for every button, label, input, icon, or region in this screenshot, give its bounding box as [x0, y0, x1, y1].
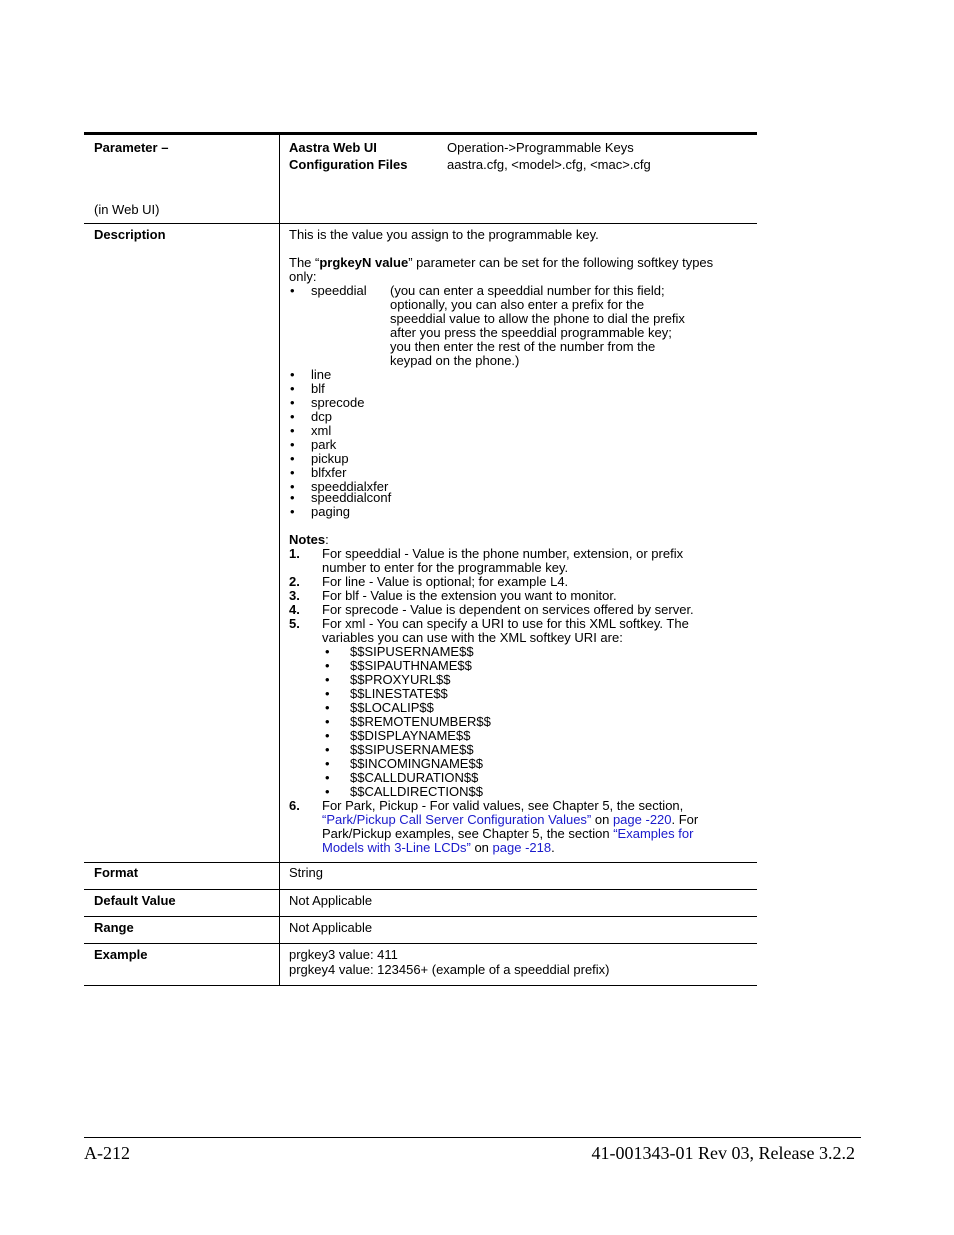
xml-variable-list: [289, 645, 749, 799]
list-item: • paging: [289, 505, 749, 519]
parameter-label-sub: (in Web UI): [94, 202, 160, 217]
parameter-label-cell: [84, 135, 280, 223]
page-220-link[interactable]: page -220: [612, 812, 672, 827]
format-label-cell: [84, 863, 280, 889]
parameter-table: [84, 132, 757, 986]
prgkey-value-term: prgkeyN value: [319, 255, 409, 270]
document-revision: 41-001343-01 Rev 03, Release 3.2.2: [591, 1143, 855, 1163]
list-item: • line: [289, 368, 749, 382]
config-files-label: Configuration Files: [289, 157, 408, 172]
softkey-type-list: [289, 368, 749, 519]
list-item: • $$LOCALIP$$: [289, 701, 749, 715]
format-value: String: [289, 865, 323, 880]
description-value-cell: [280, 224, 757, 862]
list-item: • blf: [289, 382, 749, 396]
description-row: [84, 224, 757, 863]
speeddial-item: • speeddial (you can enter a speeddial number for this field; optionally, you can also enter a prefix for the speeddial value to allow the phone to dial the prefix after you press the speeddial programmable key; you then enter the rest of the number from the keypad on the phone.): [290, 283, 685, 368]
description-paragraph: The “prgkeyN value” parameter can be set for the following softkey types only:: [289, 255, 714, 284]
example-line-1: prgkey3 value: 411: [289, 947, 398, 962]
notes-list: [289, 547, 729, 645]
web-ui-value: Operation->Programmable Keys: [447, 140, 634, 155]
footer-rule: [84, 1137, 861, 1138]
list-item: • park: [289, 438, 749, 452]
example-label-cell: [84, 944, 280, 985]
list-item: • $$INCOMINGNAME$$: [289, 757, 749, 771]
config-files-value: aastra.cfg, <model>.cfg, <mac>.cfg: [447, 157, 651, 172]
example-label: Example: [94, 947, 148, 962]
default-value-value: Not Applicable: [289, 893, 373, 908]
example-value-cell: [280, 944, 757, 985]
list-item: • $$LINESTATE$$: [289, 687, 749, 701]
note-item: 3. For blf - Value is the extension you want to monitor.: [289, 588, 617, 603]
list-item: • $$PROXYURL$$: [289, 673, 749, 687]
list-item: • $$SIPAUTHNAME$$: [289, 659, 749, 673]
list-item: • pickup: [289, 452, 749, 466]
default-value-label: Default Value: [94, 893, 176, 908]
description-label-cell: [84, 224, 280, 862]
web-ui-label: Aastra Web UI: [289, 140, 377, 155]
list-item: • $$REMOTENUMBER$$: [289, 715, 749, 729]
speeddial-name: speeddial: [311, 283, 367, 298]
format-label: Format: [94, 865, 139, 880]
note-item: 2. For line - Value is optional; for example L4.: [289, 574, 569, 589]
format-row: [84, 863, 757, 890]
list-item: • $$DISPLAYNAME$$: [289, 729, 749, 743]
default-value-cell: [280, 890, 757, 916]
list-item: • xml: [289, 424, 749, 438]
note-item-6: 6. For Park, Pickup - For valid values, see Chapter 5, the section, “Park/Pickup Call Server Configuration Values” on page -220. For Park/Pickup examples, see Chapter 5, the section “Examples for Models with 3-Line LCDs” on page -218.: [289, 798, 699, 855]
format-value-cell: [280, 863, 757, 889]
range-label: Range: [94, 920, 134, 935]
parameter-row: [84, 135, 757, 224]
note-item: 1. For speeddial - Value is the phone number, extension, or prefix number to enter for the programmable key.: [289, 546, 684, 575]
list-item: • $$CALLDURATION$$: [289, 771, 749, 785]
note-item: 5. For xml - You can specify a URI to use for this XML softkey. The variables you can use with the XML softkey URI are:: [289, 616, 689, 645]
park-pickup-values-link[interactable]: “Park/Pickup Call Server Configuration Values”: [322, 812, 592, 827]
list-item: • $$SIPUSERNAME$$: [289, 743, 749, 757]
parameter-value-cell: [280, 135, 757, 223]
range-value: Not Applicable: [289, 920, 373, 935]
description-label: Description: [94, 227, 166, 242]
parameter-label: Parameter –: [94, 140, 169, 155]
list-item: • blfxfer: [289, 466, 749, 480]
range-row: [84, 917, 757, 944]
page-218-link[interactable]: page -218: [492, 840, 552, 855]
default-value-label-cell: [84, 890, 280, 916]
list-item: • speeddialxfer: [289, 480, 749, 491]
list-item: • speeddialconf: [289, 491, 749, 505]
list-item: • $$CALLDIRECTION$$: [289, 785, 749, 799]
list-item: • dcp: [289, 410, 749, 424]
list-item: • $$SIPUSERNAME$$: [289, 645, 749, 659]
example-line-2: prgkey4 value: 123456+ (example of a speeddial prefix): [289, 962, 610, 977]
examples-3-line-lcds-link[interactable]: “Examples for Models with 3-Line LCDs”: [322, 826, 694, 855]
notes-heading: Notes:: [289, 532, 329, 547]
example-row: [84, 944, 757, 986]
page-number: A-212: [84, 1143, 130, 1163]
list-item: • sprecode: [289, 396, 749, 410]
range-label-cell: [84, 917, 280, 943]
range-value-cell: [280, 917, 757, 943]
default-value-row: [84, 890, 757, 917]
note-item: 4. For sprecode - Value is dependent on services offered by server.: [289, 602, 694, 617]
description-intro: This is the value you assign to the programmable key.: [289, 227, 599, 242]
